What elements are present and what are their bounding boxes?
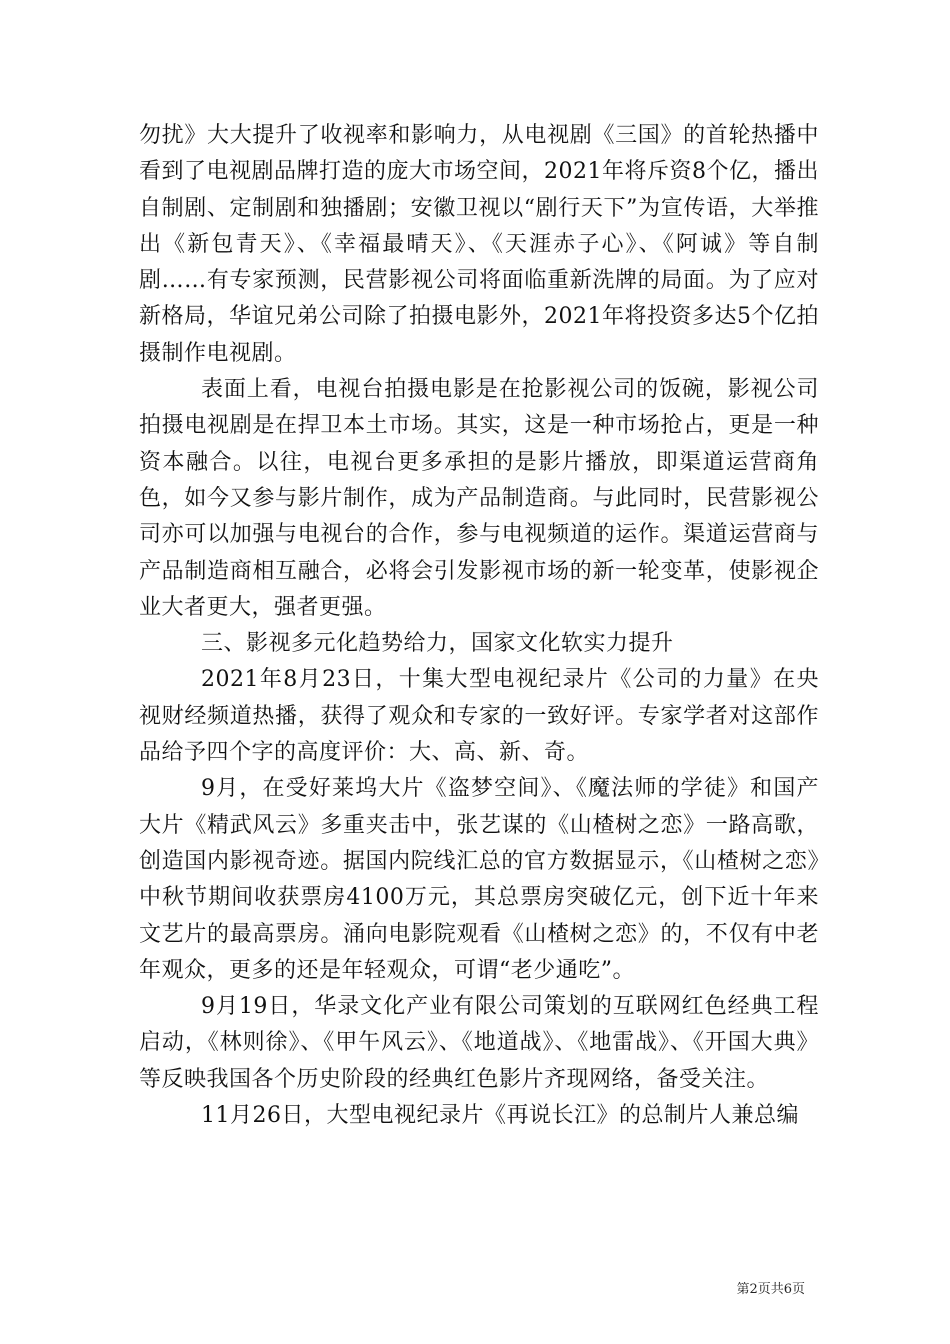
section-heading: 三、影视多元化趋势给力，国家文化软实力提升: [201, 631, 674, 657]
paragraph-6: 11月26日，大型电视纪录片《再说长江》的总制片人兼总编: [201, 1103, 799, 1129]
document-body: [139, 118, 819, 1134]
paragraph-4: 9月，在受好莱坞大片《盗梦空间》、《魔法师的学徒》和国产大片《精武风云》多重夹击中，张艺谋的《山楂树之恋》一路高歌，创造国内影视奇迹。据国内院线汇总的官方数据显示，《山楂树之恋》中秋节期间收获票房4100万元，其总票房突破亿元，创下近十年来文艺片的最高票房。涌向电影院观看《山楂树之恋》的，不仅有中老年观众，更多的还是年轻观众，可谓“老少通吃”。: [139, 776, 819, 983]
paragraph-5: 9月19日，华录文化产业有限公司策划的互联网红色经典工程启动，《林则徐》、《甲午风云》、《地道战》、《地雷战》、《开国大典》等反映我国各个历史阶段的经典红色影片齐现网络，备受关注。: [139, 994, 819, 1092]
page-number: 第2页共6页: [736, 1282, 805, 1297]
paragraph-2: 表面上看，电视台拍摄电影是在抢影视公司的饭碗，影视公司拍摄电视剧是在捍卫本土市场。其实，这是一种市场抢占，更是一种资本融合。以往，电视台更多承担的是影片播放，即渠道运营商角色，如今又参与影片制作，成为产品制造商。与此同时，民营影视公司亦可以加强与电视台的合作，参与电视频道的运作。渠道运营商与产品制造商相互融合，必将会引发影视市场的新一轮变革，使影视企业大者更大，强者更强。: [139, 377, 819, 620]
paragraph-3: 2021年8月23日，十集大型电视纪录片《公司的力量》在央视财经频道热播，获得了观众和专家的一致好评。专家学者对这部作品给予四个字的高度评价：大、高、新、奇。: [139, 667, 819, 766]
paragraph-1: 勿扰》大大提升了收视率和影响力，从电视剧《三国》的首轮热播中看到了电视剧品牌打造的庞大市场空间，2021年将斥资8个亿，播出自制剧、定制剧和独播剧；安徽卫视以“剧行天下”为宣传语，大举推出《新包青天》、《幸福最晴天》、《天涯赤子心》、《阿诚》等自制剧……有专家预测，民营影视公司将面临重新洗牌的局面。为了应对新格局，华谊兄弟公司除了拍摄电影外，2021年将投资多达5个亿拍摄制作电视剧。: [139, 123, 819, 366]
